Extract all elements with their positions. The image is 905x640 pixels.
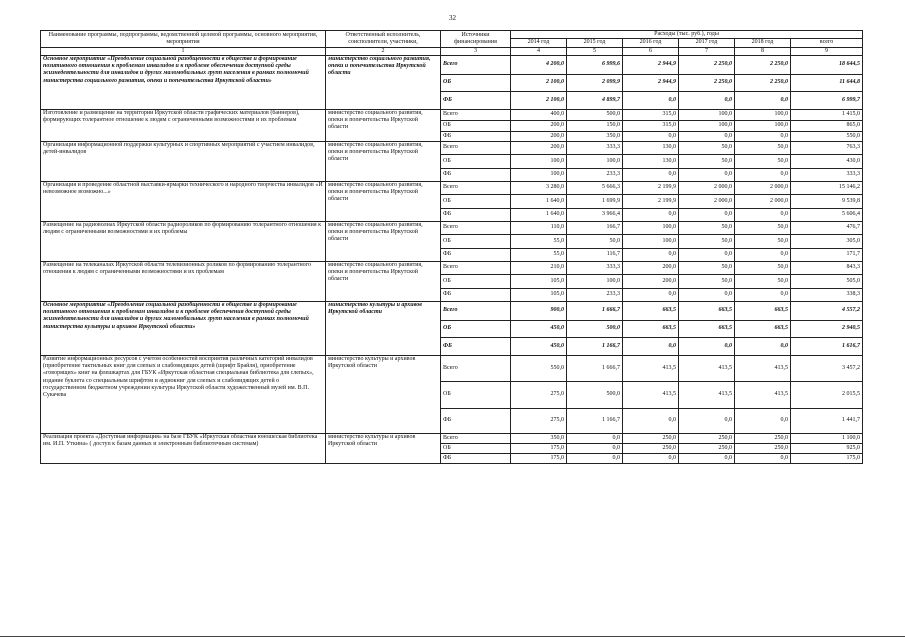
- year-value: 2 250,0: [679, 74, 735, 91]
- year-value: 200,0: [623, 274, 679, 288]
- year-value: 2 250,0: [735, 74, 791, 91]
- year-value: 500,0: [567, 109, 623, 120]
- funding-source: ФБ: [441, 168, 511, 181]
- year-value: 110,0: [511, 221, 567, 234]
- funding-source: Всего: [441, 181, 511, 194]
- year-value: 1 666,7: [567, 301, 623, 320]
- year-value: 663,5: [679, 320, 735, 337]
- year-value: 50,0: [735, 221, 791, 234]
- year-value: 4 899,7: [567, 91, 623, 109]
- year-value: 250,0: [679, 433, 735, 443]
- responsible-executor: министерство социального развития, опеки и попечительства Иркутской области: [326, 221, 441, 261]
- funding-source: Всего: [441, 261, 511, 274]
- column-index: 4: [511, 47, 567, 55]
- year-value: 0,0: [735, 453, 791, 463]
- year-value: 50,0: [735, 141, 791, 154]
- table-row: [41, 261, 863, 274]
- funding-source: Всего: [441, 55, 511, 74]
- funding-source: Всего: [441, 301, 511, 320]
- funding-source: Всего: [441, 433, 511, 443]
- total-value: 11 644,8: [791, 74, 863, 91]
- year-value: 0,0: [735, 208, 791, 221]
- total-value: 4 557,2: [791, 301, 863, 320]
- year-value: 663,5: [623, 320, 679, 337]
- year-value: 2 000,0: [679, 194, 735, 208]
- year-value: 333,3: [567, 141, 623, 154]
- funding-source: ФБ: [441, 337, 511, 355]
- year-value: 0,0: [679, 337, 735, 355]
- activity-name: Организация информационной поддержки культурных и спортивных мероприятий с участием инвалидов, детей-инвалидов: [41, 141, 326, 181]
- year-value: 1 640,0: [511, 194, 567, 208]
- total-value: 550,0: [791, 131, 863, 141]
- funding-source: ФБ: [441, 131, 511, 141]
- year-value: 413,5: [679, 355, 735, 381]
- page-edge-line: [0, 636, 905, 637]
- header-year: 2017 год: [679, 39, 735, 47]
- funding-source: ФБ: [441, 288, 511, 301]
- total-value: 305,0: [791, 234, 863, 248]
- year-value: 1 166,7: [567, 337, 623, 355]
- year-value: 550,0: [511, 355, 567, 381]
- year-value: 150,0: [567, 120, 623, 131]
- year-value: 663,5: [623, 301, 679, 320]
- table-row: [41, 55, 863, 74]
- funding-source: ОБ: [441, 120, 511, 131]
- header-total: всего: [791, 39, 863, 47]
- total-value: 1 441,7: [791, 408, 863, 433]
- funding-source: Всего: [441, 109, 511, 120]
- year-value: 350,0: [511, 433, 567, 443]
- year-value: 0,0: [623, 131, 679, 141]
- header-source: Источники финансирования: [441, 31, 511, 48]
- column-index: 2: [326, 47, 441, 55]
- year-value: 175,0: [511, 443, 567, 453]
- activity-name: Основное мероприятие «Преодоление социальной разобщенности в обществе и формирование позитивного отношения к проблемам инвалидов и к проблеме обеспечения доступной среды жизнедеятельности для инвалидов и других маломобильных групп населения в рамках полномочий министерства социального развития, опеки и попечительства Иркутской области»: [41, 55, 326, 109]
- responsible-executor: министерство социального развития, опеки и попечительства Иркутской области: [326, 109, 441, 141]
- funding-source: ОБ: [441, 234, 511, 248]
- funding-source: ОБ: [441, 443, 511, 453]
- funding-source: ОБ: [441, 194, 511, 208]
- year-value: 55,0: [511, 248, 567, 261]
- year-value: 50,0: [679, 141, 735, 154]
- column-index: 8: [735, 47, 791, 55]
- year-value: 2 100,0: [511, 91, 567, 109]
- activity-name: Размещение на телеканалах Иркутской области телевизионных роликов по формированию толерантного отношения к людям с ограниченными возможностями и их проблемам: [41, 261, 326, 301]
- header-expenses: Расходы (тыс. руб.), годы: [511, 31, 863, 39]
- year-value: 250,0: [679, 443, 735, 453]
- year-value: 175,0: [511, 453, 567, 463]
- year-value: 100,0: [679, 109, 735, 120]
- total-value: 338,3: [791, 288, 863, 301]
- column-index: 5: [567, 47, 623, 55]
- year-value: 50,0: [735, 234, 791, 248]
- total-value: 763,3: [791, 141, 863, 154]
- table-row: [41, 181, 863, 194]
- header-executor: Ответственный исполнитель, соисполнители, участники,: [326, 31, 441, 48]
- header-year: 2016 год: [623, 39, 679, 47]
- year-value: 0,0: [623, 453, 679, 463]
- year-value: 250,0: [735, 443, 791, 453]
- year-value: 233,3: [567, 288, 623, 301]
- year-value: 663,5: [735, 320, 791, 337]
- year-value: 0,0: [679, 131, 735, 141]
- year-value: 200,0: [511, 131, 567, 141]
- total-value: 925,0: [791, 443, 863, 453]
- year-value: 100,0: [511, 168, 567, 181]
- year-value: 4 200,0: [511, 55, 567, 74]
- year-value: 233,3: [567, 168, 623, 181]
- year-value: 0,0: [567, 443, 623, 453]
- year-value: 105,0: [511, 288, 567, 301]
- total-value: 2 015,5: [791, 381, 863, 408]
- column-index: 6: [623, 47, 679, 55]
- column-index: 3: [441, 47, 511, 55]
- year-value: 350,0: [567, 131, 623, 141]
- year-value: 0,0: [623, 248, 679, 261]
- year-value: 250,0: [623, 433, 679, 443]
- header-name: Наименование программы, подпрограммы, ведомственной целевой программы, основного мероприятия, мероприятия: [41, 31, 326, 48]
- year-value: 100,0: [623, 234, 679, 248]
- year-value: 0,0: [567, 453, 623, 463]
- year-value: 6 999,6: [567, 55, 623, 74]
- year-value: 0,0: [679, 453, 735, 463]
- total-value: 476,7: [791, 221, 863, 234]
- year-value: 0,0: [623, 408, 679, 433]
- year-value: 0,0: [679, 248, 735, 261]
- total-value: 15 146,2: [791, 181, 863, 194]
- funding-source: Всего: [441, 355, 511, 381]
- year-value: 2 250,0: [679, 55, 735, 74]
- year-value: 450,0: [511, 337, 567, 355]
- activity-name: Размещение на радиоволнах Иркутской области радиороликов по формированию толерантного отношения к людям с ограниченными возможностями и их проблемы: [41, 221, 326, 261]
- year-value: 50,0: [567, 234, 623, 248]
- funding-source: ОБ: [441, 381, 511, 408]
- year-value: 0,0: [735, 288, 791, 301]
- year-value: 2 000,0: [735, 194, 791, 208]
- expenses-table: [40, 30, 863, 464]
- total-value: 18 644,5: [791, 55, 863, 74]
- responsible-executor: министерство культуры и архивов Иркутской области: [326, 355, 441, 433]
- year-value: 50,0: [679, 221, 735, 234]
- total-value: 5 606,4: [791, 208, 863, 221]
- total-value: 1 616,7: [791, 337, 863, 355]
- total-value: 333,3: [791, 168, 863, 181]
- total-value: 1 100,0: [791, 433, 863, 443]
- responsible-executor: министерство культуры и архивов Иркутской области: [326, 301, 441, 355]
- year-value: 100,0: [567, 154, 623, 168]
- year-value: 105,0: [511, 274, 567, 288]
- page-number: 32: [449, 14, 456, 22]
- funding-source: ОБ: [441, 74, 511, 91]
- total-value: 6 999,7: [791, 91, 863, 109]
- year-value: 50,0: [679, 234, 735, 248]
- total-value: 171,7: [791, 248, 863, 261]
- year-value: 450,0: [511, 320, 567, 337]
- header-year: 2018 год: [735, 39, 791, 47]
- year-value: 0,0: [679, 288, 735, 301]
- year-value: 0,0: [567, 433, 623, 443]
- year-value: 0,0: [735, 131, 791, 141]
- total-value: 2 940,5: [791, 320, 863, 337]
- responsible-executor: министерство социального развития, опеки и попечительства Иркутской области: [326, 181, 441, 221]
- table-body: [41, 55, 863, 463]
- year-value: 663,5: [735, 301, 791, 320]
- year-value: 5 666,3: [567, 181, 623, 194]
- table-row: [41, 109, 863, 120]
- year-value: 50,0: [679, 261, 735, 274]
- funding-source: ФБ: [441, 408, 511, 433]
- funding-source: ОБ: [441, 320, 511, 337]
- year-value: 0,0: [623, 208, 679, 221]
- total-value: 430,0: [791, 154, 863, 168]
- year-value: 100,0: [735, 109, 791, 120]
- header-year: 2014 год: [511, 39, 567, 47]
- year-value: 0,0: [679, 168, 735, 181]
- table-row: [41, 433, 863, 443]
- year-value: 315,0: [623, 120, 679, 131]
- year-value: 275,0: [511, 381, 567, 408]
- year-value: 116,7: [567, 248, 623, 261]
- year-value: 2 199,9: [623, 194, 679, 208]
- year-value: 2 199,9: [623, 181, 679, 194]
- year-value: 413,5: [623, 355, 679, 381]
- year-value: 0,0: [735, 168, 791, 181]
- year-value: 50,0: [735, 274, 791, 288]
- table-row: [41, 141, 863, 154]
- column-index: 9: [791, 47, 863, 55]
- year-value: 663,5: [679, 301, 735, 320]
- year-value: 2 100,0: [511, 74, 567, 91]
- year-value: 0,0: [735, 91, 791, 109]
- activity-name: Реализация проекта «Доступная информация» на базе ГБУК «Иркутская областная юношеская библиотека им. И.П. Уткина» ( доступ к базам данных и электронным библиотечным системам): [41, 433, 326, 463]
- responsible-executor: министерство социального развития, опеки и попечительства Иркутской области: [326, 55, 441, 109]
- total-value: 9 539,8: [791, 194, 863, 208]
- total-value: 843,3: [791, 261, 863, 274]
- total-value: 865,0: [791, 120, 863, 131]
- column-index: 1: [41, 47, 326, 55]
- year-value: 1 666,7: [567, 355, 623, 381]
- year-value: 250,0: [735, 433, 791, 443]
- total-value: 1 415,0: [791, 109, 863, 120]
- year-value: 413,5: [623, 381, 679, 408]
- year-value: 0,0: [623, 337, 679, 355]
- year-value: 0,0: [679, 208, 735, 221]
- year-value: 200,0: [511, 120, 567, 131]
- year-value: 2 944,9: [623, 55, 679, 74]
- funding-source: Всего: [441, 141, 511, 154]
- table-row: [41, 301, 863, 320]
- total-value: 175,0: [791, 453, 863, 463]
- year-value: 50,0: [735, 154, 791, 168]
- year-value: 50,0: [679, 154, 735, 168]
- header-year: 2015 год: [567, 39, 623, 47]
- year-value: 130,0: [623, 154, 679, 168]
- year-value: 1 640,0: [511, 208, 567, 221]
- activity-name: Развитие информационных ресурсов с учетом особенностей восприятия различных категорий инвалидов (приобретение тактильных книг для слепых и слабовидящих детей (шрифт Брайля), приобретение «говорящих» книг на флешкартах для ГБУК «Иркутская областная специальная библиотека для слепых», издание буклета со специальным шрифтом и аудиокниг для слепых и слабовидящих детей о государственном бюджетном учреждении культуры Иркутской области художественный музей им. В.П. Сукачева: [41, 355, 326, 433]
- year-value: 100,0: [735, 120, 791, 131]
- year-value: 210,0: [511, 261, 567, 274]
- year-value: 400,0: [511, 109, 567, 120]
- year-value: 1 166,7: [567, 408, 623, 433]
- table-row: [41, 355, 863, 381]
- responsible-executor: министерство культуры и архивов Иркутской области: [326, 433, 441, 463]
- year-value: 50,0: [735, 261, 791, 274]
- year-value: 0,0: [623, 168, 679, 181]
- total-value: 3 457,2: [791, 355, 863, 381]
- year-value: 500,0: [567, 320, 623, 337]
- year-value: 100,0: [511, 154, 567, 168]
- year-value: 100,0: [567, 274, 623, 288]
- year-value: 315,0: [623, 109, 679, 120]
- year-value: 2 944,9: [623, 74, 679, 91]
- year-value: 275,0: [511, 408, 567, 433]
- responsible-executor: министерство социального развития, опеки и попечительства Иркутской области: [326, 141, 441, 181]
- responsible-executor: министерство социального развития, опеки и попечительства Иркутской области: [326, 261, 441, 301]
- year-value: 2 000,0: [679, 181, 735, 194]
- year-value: 1 699,9: [567, 194, 623, 208]
- funding-source: ФБ: [441, 91, 511, 109]
- year-value: 50,0: [679, 274, 735, 288]
- year-value: 413,5: [679, 381, 735, 408]
- year-value: 413,5: [735, 381, 791, 408]
- activity-name: Основное мероприятие «Преодоление социальной разобщенности в обществе и формирование позитивного отношения к проблемам инвалидов и к проблеме обеспечения доступной среды жизнедеятельности для инвалидов и других маломобильных групп населения в рамках полномочий министерства культуры и архивов Иркутской области»: [41, 301, 326, 355]
- year-value: 900,0: [511, 301, 567, 320]
- year-value: 55,0: [511, 234, 567, 248]
- year-value: 100,0: [679, 120, 735, 131]
- year-value: 3 966,4: [567, 208, 623, 221]
- funding-source: Всего: [441, 221, 511, 234]
- activity-name: Изготовление и размещение на территории Иркутской области графических материалов (баннеров), формирующих толерантное отношение к людям с ограниченными возможностями и их проблемам: [41, 109, 326, 141]
- year-value: 500,0: [567, 381, 623, 408]
- total-value: 505,0: [791, 274, 863, 288]
- year-value: 0,0: [623, 288, 679, 301]
- year-value: 0,0: [735, 337, 791, 355]
- year-value: 0,0: [735, 408, 791, 433]
- year-value: 166,7: [567, 221, 623, 234]
- year-value: 0,0: [679, 408, 735, 433]
- activity-name: Организация и проведение областной выставки-ярмарки технического и народного творчества инвалидов «И невозможное возможно...»: [41, 181, 326, 221]
- year-value: 200,0: [511, 141, 567, 154]
- year-value: 3 280,0: [511, 181, 567, 194]
- year-value: 2 000,0: [735, 181, 791, 194]
- year-value: 250,0: [623, 443, 679, 453]
- year-value: 2 250,0: [735, 55, 791, 74]
- column-index: 7: [679, 47, 735, 55]
- year-value: 200,0: [623, 261, 679, 274]
- funding-source: ФБ: [441, 208, 511, 221]
- year-value: 0,0: [679, 91, 735, 109]
- funding-source: ФБ: [441, 453, 511, 463]
- funding-source: ОБ: [441, 154, 511, 168]
- table-row: [41, 221, 863, 234]
- year-value: 413,5: [735, 355, 791, 381]
- funding-source: ФБ: [441, 248, 511, 261]
- funding-source: ОБ: [441, 274, 511, 288]
- year-value: 0,0: [735, 248, 791, 261]
- year-value: 333,3: [567, 261, 623, 274]
- year-value: 100,0: [623, 221, 679, 234]
- year-value: 0,0: [623, 91, 679, 109]
- year-value: 130,0: [623, 141, 679, 154]
- year-value: 2 099,9: [567, 74, 623, 91]
